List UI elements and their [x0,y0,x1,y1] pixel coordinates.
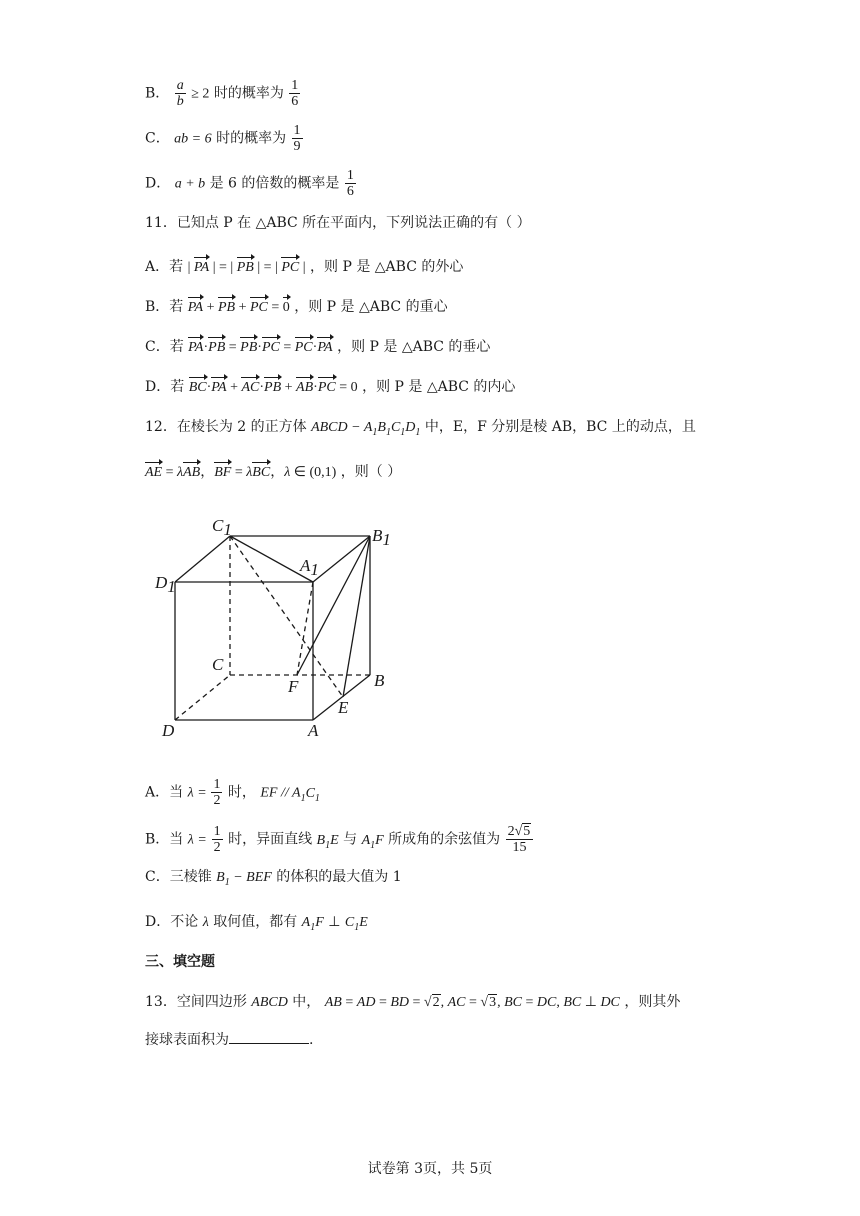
q11-option-a: A．若 | PA | = | PB | = | PC | ，则 P 是 △ABC 的外心 [145,259,464,275]
q11-option-b: B．若 PA + PB + PC = 0 ，则 P 是 △ABC 的重心 [145,299,448,315]
answer-blank[interactable] [229,1031,309,1044]
edge-a1b1 [313,536,370,582]
equal-length-condition: | PA | = | PB | = | PC | [187,260,306,275]
dot-product-condition: PA·PB = PB·PC = PC·PA [188,340,333,355]
q10-option-d: D． a + b 是 6 的倍数的概率是 $\frac{1}{6}$ [145,168,354,199]
q12-option-a: A．当 λ = $\frac{1}{2}$ 时， EF // $A_1C_1$ [145,777,320,808]
probability-fraction: $\frac{1}{6}$ [291,78,299,109]
label-b: B [374,671,385,690]
segment-c1e-hidden [230,536,343,697]
cube-name: ABCD − $A_1B_1C_1D_1$ [311,420,421,438]
label-b1: B1 [372,526,391,549]
q12-option-b: B．当 λ = $\frac{1}{2}$ 时，异面直线 $B_1E$ 与 $A_1F$ 所成角的余弦值为 $\frac{2√5}{15}$ [145,824,534,855]
q12-condition: AE = λAB，BF = λBC，λ ∈ (0,1) ，则（ ） [145,464,402,480]
q10-option-c: C． ab = 6 时的概率为 $\frac{1}{9}$ [145,123,301,154]
q11-stem: 11．已知点 P 在 △ABC 所在平面内，下列说法正确的有（ ） [145,215,531,231]
label-e: E [338,698,349,717]
q10-option-b: B． $\frac{a}{b}$ ≥ 2 时的概率为 $\frac{1}{6}$ [145,78,299,109]
label-c: C [212,655,224,674]
label-f: F [288,677,299,696]
weighted-sum-condition: BC·PA + AC·PB + AB·PC = 0 [188,380,358,395]
q11-option-c: C．若 PA·PB = PB·PC = PC·PA ，则 P 是 △ABC 的垂心 [145,339,491,355]
label-a1: A1 [300,556,319,579]
q13-conditions: AB [324,995,342,1010]
segment-b1e [343,536,370,697]
a-over-b-fraction: $\frac{a}{b}$ [176,78,184,109]
half-fraction: $\frac{1}{2}$ [213,824,221,855]
half-fraction: $\frac{1}{2}$ [213,777,221,808]
q13-line2: 接球表面积为 . [145,1032,314,1048]
section-heading: 三、填空题 [145,954,215,970]
probability-fraction: $\frac{1}{6}$ [346,168,354,199]
probability-fraction: $\frac{1}{9}$ [293,123,301,154]
cube-figure [150,512,400,742]
label-d1: D1 [155,573,176,596]
q13-stem: 13．空间四边形 ABCD 中， AB = AD = BD = √2, AC = √3, BC = DC, BC ⊥ DC ，则其外 [145,994,681,1010]
q12-option-d: D．不论 λ 取何值，都有 $A_1F$ ⊥ $C_1E$ [145,914,368,933]
label-a: A [308,721,319,740]
lambda-condition: AE = λAB，BF = λBC，λ ∈ (0,1) [145,465,337,480]
q12-stem: 12．在棱长为 2 的正方体 ABCD − $A_1B_1C_1D_1$ 中，E，F 分别是棱 AB，BC 上的动点，且 [145,419,696,438]
vector-sum-condition: PA + PB + PC = 0 [187,300,290,315]
cosine-fraction: $\frac{2√5}{15}$ [506,824,534,855]
edge-dc-hidden [175,675,230,720]
page-footer: 试卷第 3页，共 5页 [367,1161,493,1177]
q12-option-c: C．三棱锥 $B_1$ − BEF 的体积的最大值为 1 [145,869,402,888]
edge-d1c1 [175,536,230,582]
label-d: D [162,721,175,740]
label-c1: C1 [212,516,232,539]
q11-option-d: D．若 BC·PA + AC·PB + AB·PC = 0 ，则 P 是 △ABC 的内心 [145,379,516,395]
